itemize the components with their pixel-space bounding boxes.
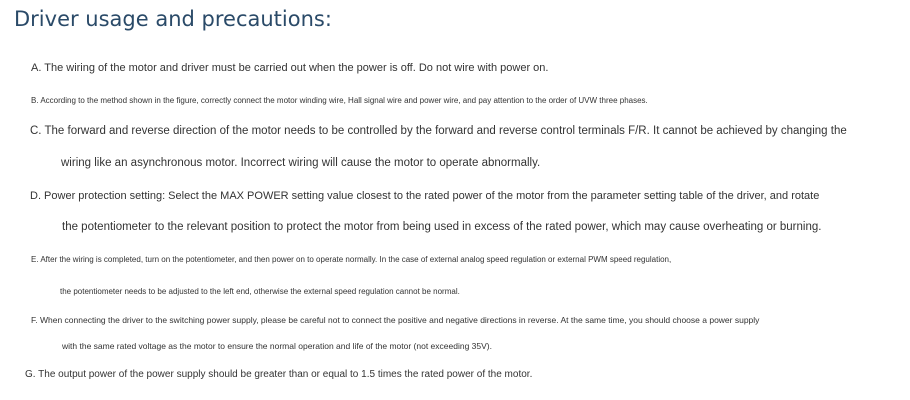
precaution-e-line-1: E. After the wiring is completed, turn on the potentiometer, and then power on to operate normally. In the case of external analog speed regulation or external PWM speed regulation, [31, 255, 672, 264]
precaution-g: G. The output power of the power supply should be greater than or equal to 1.5 times the rated power of the motor. [25, 369, 533, 380]
precaution-b: B. According to the method shown in the figure, correctly connect the motor winding wire, Hall signal wire and power wire, and pay attention to the order of UVW three phases. [31, 96, 648, 105]
precaution-a: A. The wiring of the motor and driver must be carried out when the power is off. Do not wire with power on. [31, 62, 549, 74]
precaution-e-line-2: the potentiometer needs to be adjusted to the left end, otherwise the external speed regulation cannot be normal. [60, 287, 460, 296]
precaution-c-line-1: C. The forward and reverse direction of the motor needs to be controlled by the forward and reverse control terminals F/R. It cannot be achieved by changing the [30, 125, 847, 137]
precaution-f-line-2: with the same rated voltage as the motor to ensure the normal operation and life of the motor (not exceeding 35V). [62, 341, 492, 351]
precaution-f-line-1: F. When connecting the driver to the switching power supply, please be careful not to connect the positive and negative directions in reverse. At the same time, you should choose a power supply [31, 315, 760, 325]
precaution-d-line-1: D. Power protection setting: Select the MAX POWER setting value closest to the rated power of the motor from the parameter setting table of the driver, and rotate [30, 190, 820, 202]
precaution-c-line-2: wiring like an asynchronous motor. Incorrect wiring will cause the motor to operate abnormally. [61, 157, 541, 169]
precaution-d-line-2: the potentiometer to the relevant position to protect the motor from being used in excess of the rated power, which may cause overheating or burning. [62, 221, 822, 233]
page-title: Driver usage and precautions: [14, 7, 332, 31]
